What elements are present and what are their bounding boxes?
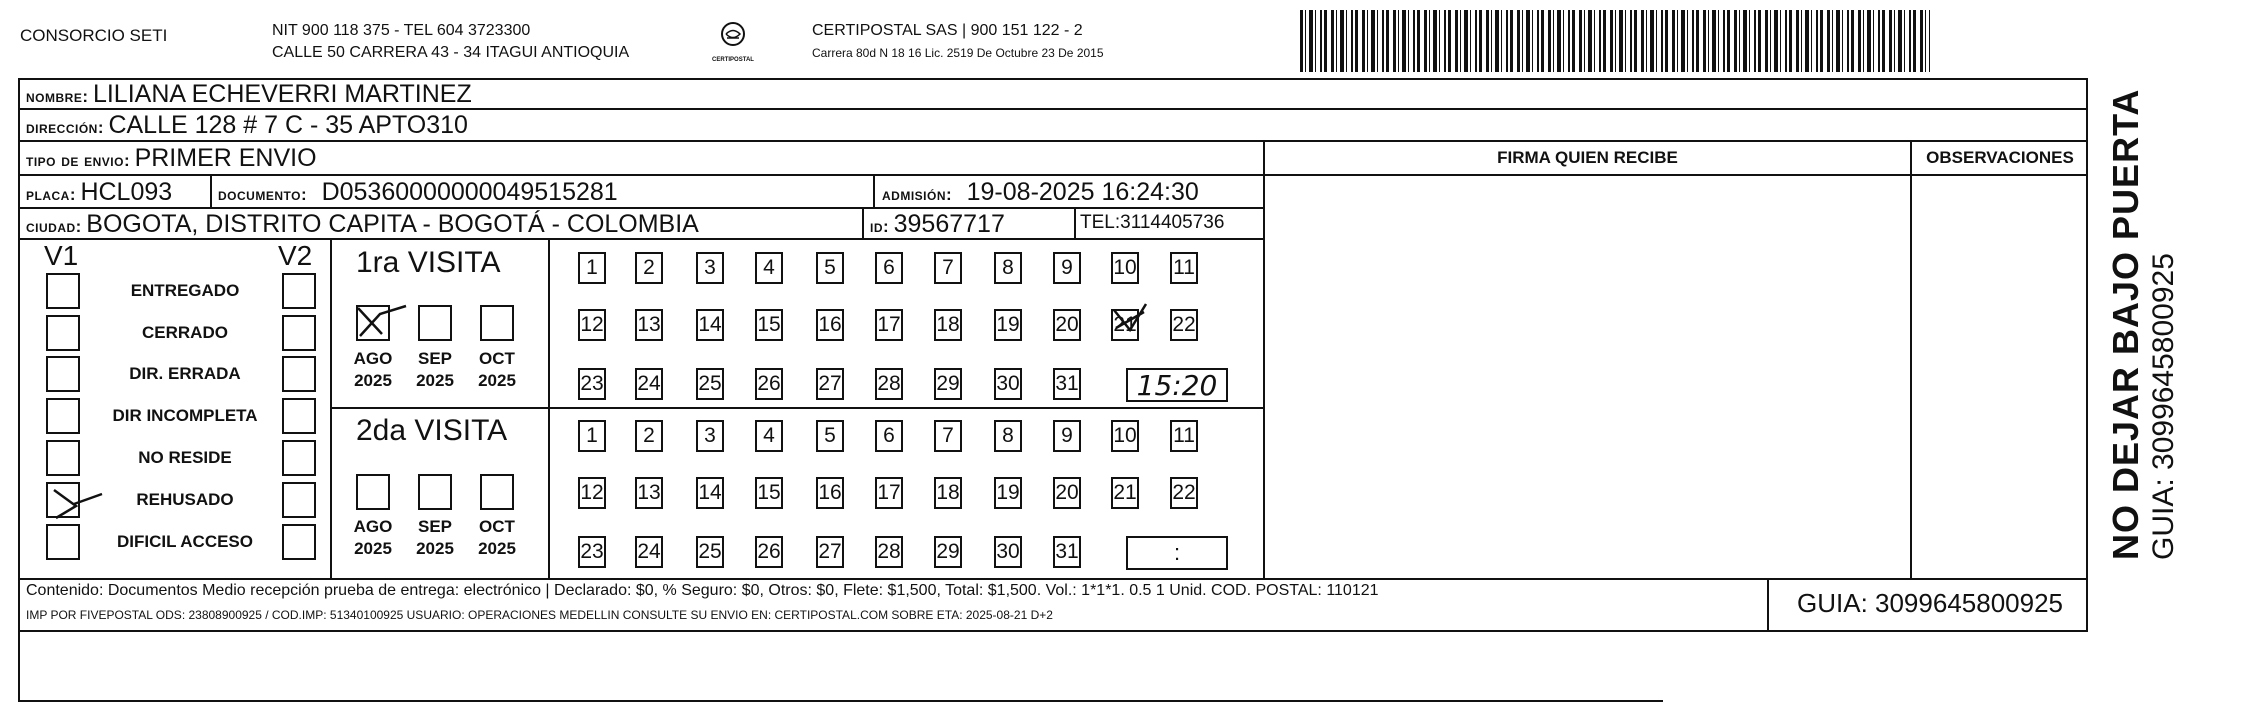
visita2-month-label: OCT 2025 [478, 517, 516, 558]
visita1-time-box[interactable]: 15:20 [1126, 368, 1228, 402]
tipo-label: tipo de envio: [26, 151, 131, 170]
visita2-day-box[interactable]: 13 [635, 477, 663, 509]
id-label: id: [870, 217, 890, 236]
direccion-label: dirección: [26, 118, 104, 137]
visita1-day-box[interactable]: 23 [578, 368, 606, 400]
v2-checkbox-6[interactable] [282, 482, 316, 518]
ciudad-field [26, 210, 699, 239]
visita2-day-box[interactable]: 31 [1053, 536, 1081, 568]
visita1-month-label: OCT 2025 [478, 349, 516, 390]
nombre-value: LILIANA ECHEVERRI MARTINEZ [92, 80, 472, 108]
v1-checkbox-7[interactable] [46, 524, 80, 560]
visita1-day-box[interactable]: 10 [1111, 252, 1139, 284]
visita2-month-label: SEP 2025 [416, 517, 454, 558]
visita1-day-box[interactable]: 29 [934, 368, 962, 400]
status-label: ENTREGADO [130, 281, 240, 300]
v2-checkbox-1[interactable] [282, 273, 316, 309]
day21-check-mark-icon [1110, 300, 1150, 340]
visita1-day-box[interactable]: 16 [816, 309, 844, 341]
admision-field [882, 178, 1199, 207]
status-label: DIR INCOMPLETA [112, 406, 258, 425]
tipo-value: PRIMER ENVIO [134, 144, 317, 172]
visita2-day-box[interactable]: 1 [578, 420, 606, 452]
visita1-day-box[interactable]: 4 [755, 252, 783, 284]
v2-checkbox-5[interactable] [282, 440, 316, 476]
status-label: REHUSADO [136, 490, 234, 509]
visita2-month-label: AGO 2025 [353, 517, 393, 558]
barcode [1300, 10, 1930, 72]
v2-label: V2 [278, 240, 313, 271]
placa-label: placa: [26, 185, 76, 204]
visita2-day-box[interactable]: 16 [816, 477, 844, 509]
visita2-day-box[interactable]: 20 [1053, 477, 1081, 509]
rehusado-mark-icon [50, 484, 110, 524]
license-line: Carrera 80d N 18 16 Lic. 2519 De Octubre 23 De 2015 [812, 46, 1104, 60]
visita2-day-box[interactable]: 28 [875, 536, 903, 568]
ciudad-value: BOGOTA, DISTRITO CAPITA - BOGOTÁ - COLOMBIA [86, 210, 699, 238]
v1-checkbox-5[interactable] [46, 440, 80, 476]
visita1-day-box[interactable]: 22 [1170, 309, 1198, 341]
visita1-day-box[interactable]: 8 [994, 252, 1022, 284]
visita1-day-box[interactable]: 31 [1053, 368, 1081, 400]
logo-text: CERTIPOSTAL [712, 57, 754, 63]
visita2-day-box[interactable]: 22 [1170, 477, 1198, 509]
visita1-day-box[interactable]: 2 [635, 252, 663, 284]
nombre-label: nombre: [26, 87, 89, 106]
v2-checkbox-7[interactable] [282, 524, 316, 560]
visita2-day-box[interactable]: 4 [755, 420, 783, 452]
visita1-day-box[interactable]: 17 [875, 309, 903, 341]
tipo-row [26, 144, 317, 173]
visita1-month-label: SEP 2025 [416, 349, 454, 390]
visita1-day-box[interactable]: 30 [994, 368, 1022, 400]
documento-field [218, 178, 618, 207]
visita2-day-box[interactable]: 11 [1170, 420, 1198, 452]
visita1-day-box[interactable]: 13 [635, 309, 663, 341]
visita2-day-box[interactable]: 15 [755, 477, 783, 509]
visita1-month-checkbox-3[interactable] [480, 305, 514, 341]
v2-checkbox-3[interactable] [282, 356, 316, 392]
visita2-day-box[interactable]: 25 [696, 536, 724, 568]
visita1-day-box[interactable]: 21 [1111, 309, 1139, 341]
direccion-row [26, 111, 468, 140]
visita2-month-checkbox-3[interactable] [480, 474, 514, 510]
nit-line: NIT 900 118 375 - TEL 604 3723300 [272, 22, 531, 39]
visita2-day-box[interactable]: 30 [994, 536, 1022, 568]
visita1-day-box[interactable]: 27 [816, 368, 844, 400]
footer-contenido: Contenido: Documentos Medio recepción prueba de entrega: electrónico | Declarado: $0, % Seguro: $0, Otros: $0, Flete: $1,500, Total: $1,500. Vol.: 1*1*1. 0.5 1 Unid. COD. POSTAL: 110121 [26, 582, 1379, 599]
visita2-day-box[interactable]: 18 [934, 477, 962, 509]
visita2-day-box[interactable]: 6 [875, 420, 903, 452]
side-note [2105, 60, 2181, 560]
visita2-day-box[interactable]: 3 [696, 420, 724, 452]
visita1-day-box[interactable]: 28 [875, 368, 903, 400]
footer-imp: IMP POR FIVEPOSTAL ODS: 23808900925 / COD.IMP: 51340100925 USUARIO: OPERACIONES MEDELLIN CONSULTE SU ENVIO EN: CERTIPOSTAL.COM SOBRE ETA: 2025-08-21 D+2 [26, 608, 1053, 622]
side-line1: NO DEJAR BAJO PUERTA [2105, 88, 2146, 560]
visita1-month-label: AGO 2025 [353, 349, 393, 390]
visita1-day-box[interactable]: 19 [994, 309, 1022, 341]
side-line2: GUIA: 3099645800925 [2147, 253, 2180, 560]
status-label: DIFICIL ACCESO [116, 532, 253, 551]
visita2-day-box[interactable]: 27 [816, 536, 844, 568]
visita1-day-box[interactable]: 3 [696, 252, 724, 284]
v2-checkbox-4[interactable] [282, 398, 316, 434]
company-name: CONSORCIO SETI [20, 26, 168, 45]
visita2-month-checkbox-1[interactable] [356, 474, 390, 510]
visita2-day-box[interactable]: 24 [635, 536, 663, 568]
placa-field [26, 178, 172, 207]
logo-icon [713, 20, 753, 52]
visita2-day-box[interactable]: 26 [755, 536, 783, 568]
visita1-day-box[interactable]: 15 [755, 309, 783, 341]
certipostal-line: CERTIPOSTAL SAS | 900 151 122 - 2 [812, 22, 1083, 39]
visita2-day-box[interactable]: 8 [994, 420, 1022, 452]
visita1-day-box[interactable]: 11 [1170, 252, 1198, 284]
visita2-day-box[interactable]: 29 [934, 536, 962, 568]
certipostal-logo [708, 20, 758, 68]
status-label: CERRADO [142, 323, 228, 342]
tel-label: TEL: [1080, 212, 1121, 233]
visita1-day-box[interactable]: 26 [755, 368, 783, 400]
visita2-time-box[interactable]: : [1126, 536, 1228, 570]
visita2-day-box[interactable]: 2 [635, 420, 663, 452]
id-field [870, 210, 1005, 239]
nombre-row [26, 80, 472, 109]
visita1-title: 1ra VISITA [356, 246, 501, 279]
visita2-title: 2da VISITA [356, 414, 508, 447]
status-label: NO RESIDE [138, 448, 232, 467]
visita2-day-box[interactable]: 14 [696, 477, 724, 509]
visita1-day-box[interactable]: 5 [816, 252, 844, 284]
status-label: DIR. ERRADA [129, 364, 241, 383]
documento-value: D05360000000049515281 [321, 178, 618, 206]
visita1-day-box[interactable]: 14 [696, 309, 724, 341]
ago-check-mark-icon [352, 300, 412, 344]
visita2-day-box[interactable]: 17 [875, 477, 903, 509]
v1-label: V1 [44, 240, 79, 271]
admision-value: 19-08-2025 16:24:30 [966, 178, 1199, 206]
visita2-day-box[interactable]: 7 [934, 420, 962, 452]
visita2-day-box[interactable]: 12 [578, 477, 606, 509]
visita2-day-box[interactable]: 9 [1053, 420, 1081, 452]
visita1-day-box[interactable]: 9 [1053, 252, 1081, 284]
v2-checkbox-2[interactable] [282, 315, 316, 351]
placa-value: HCL093 [80, 178, 173, 206]
v1-checkbox-1[interactable] [46, 273, 80, 309]
ciudad-label: ciudad: [26, 217, 82, 236]
visita2-month-checkbox-2[interactable] [418, 474, 452, 510]
firma-header: FIRMA QUIEN RECIBE [1497, 148, 1678, 167]
visita1-day-box[interactable]: 25 [696, 368, 724, 400]
v1-checkbox-2[interactable] [46, 315, 80, 351]
visita1-day-box[interactable]: 1 [578, 252, 606, 284]
direccion-value: CALLE 128 # 7 C - 35 APTO310 [108, 111, 468, 139]
observaciones-header: OBSERVACIONES [1926, 148, 2074, 167]
visita2-day-box[interactable]: 10 [1111, 420, 1139, 452]
visita2-day-box[interactable]: 23 [578, 536, 606, 568]
visita1-day-box[interactable]: 6 [875, 252, 903, 284]
visita1-day-box[interactable]: 24 [635, 368, 663, 400]
documento-label: documento: [218, 185, 308, 204]
visita2-day-box[interactable]: 19 [994, 477, 1022, 509]
visita2-day-box[interactable]: 21 [1111, 477, 1139, 509]
visita1-month-checkbox-2[interactable] [418, 305, 452, 341]
visita1-day-box[interactable]: 18 [934, 309, 962, 341]
visita1-day-box[interactable]: 20 [1053, 309, 1081, 341]
tel-value: 3114405736 [1120, 212, 1225, 233]
footer-guia: GUIA: 3099645800925 [1797, 588, 2063, 618]
tel-field [1080, 212, 1224, 234]
admision-label: admisión: [882, 185, 953, 204]
v1-checkbox-3[interactable] [46, 356, 80, 392]
address-line: CALLE 50 CARRERA 43 - 34 ITAGUI ANTIOQUIA [272, 44, 630, 61]
visita1-day-box[interactable]: 12 [578, 309, 606, 341]
visita1-day-box[interactable]: 7 [934, 252, 962, 284]
v1-checkbox-4[interactable] [46, 398, 80, 434]
id-value: 39567717 [893, 210, 1005, 238]
visita2-day-box[interactable]: 5 [816, 420, 844, 452]
